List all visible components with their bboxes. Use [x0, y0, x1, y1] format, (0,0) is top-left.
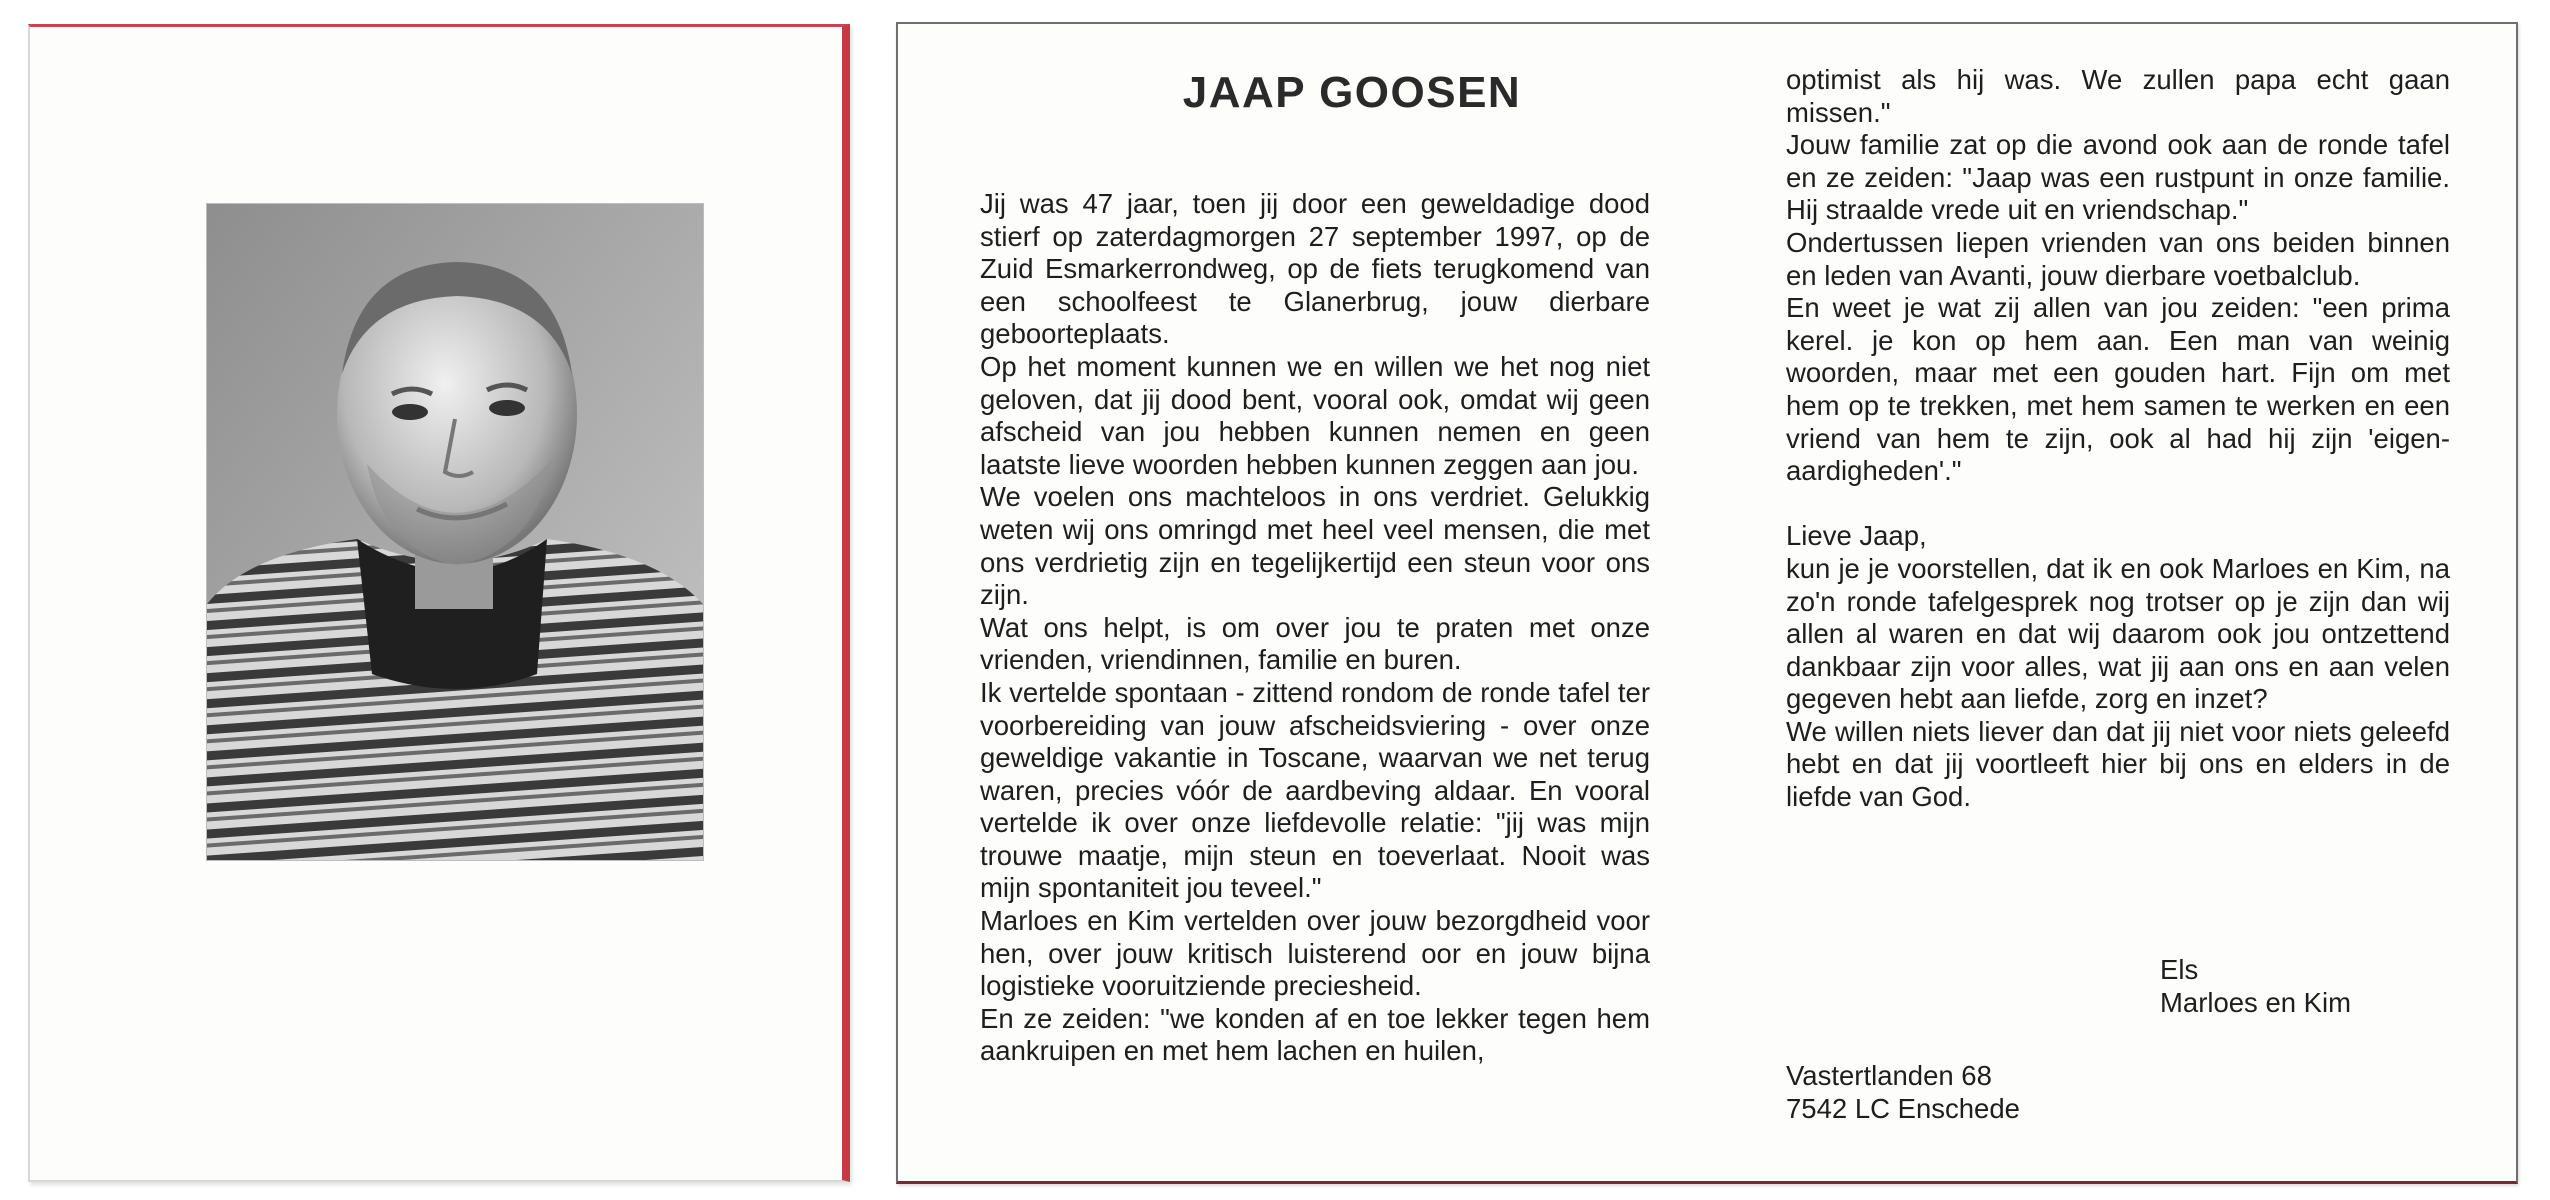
paragraph: optimist als hij was. We zullen papa echt gaan missen." — [1786, 64, 2450, 128]
paragraph: En weet je wat zij allen van jou zeiden: "een prima kerel. je kon op hem aan. Een man van weinig woorden, maar met een gouden hart. Fijn om met hem op te trekken, met hem samen te werken en een vriend van hem te zijn, ook al had hij zijn 'eigen-aardigheden'." — [1786, 292, 2450, 487]
paragraph: We voelen ons machteloos in ons verdriet. Gelukkig weten wij ons omringd met heel veel mensen, die met ons verdrietig zijn en tegelijkertijd een steun voor ons zijn. — [980, 481, 1650, 611]
letter-salutation: Lieve Jaap, — [1786, 520, 1927, 552]
address-block — [1786, 1060, 2020, 1125]
paragraph: Wat ons helpt, is om over jou te praten met onze vrienden, vriendinnen, familie en buren. — [980, 611, 1650, 676]
signature-line: Marloes en Kim — [2160, 986, 2352, 1018]
paragraph: Jouw familie zat op die avond ook aan de ronde tafel en ze zeiden: "Jaap was een rustpunt in onze familie. Hij straalde vrede uit en vriendschap." — [1786, 129, 2450, 226]
right-card — [896, 22, 2518, 1184]
text-column-left — [980, 188, 1650, 1068]
deceased-name-title: JAAP GOOSEN — [1182, 68, 1522, 117]
signature-block — [2160, 954, 2351, 1019]
paragraph: Ondertussen liepen vrienden van ons beiden binnen en leden van Avanti, jouw dierbare voetbalclub. — [1786, 226, 2450, 291]
paragraph: We willen niets liever dan dat jij niet voor niets geleefd hebt en dat jij voortleeft hier bij ons en elders in de liefde van God. — [1786, 715, 2450, 813]
address-city: 7542 LC Enschede — [1786, 1092, 2020, 1124]
signature-line: Els — [2160, 954, 2199, 985]
left-card — [28, 24, 850, 1182]
address-street: Vastertlanden 68 — [1786, 1060, 1992, 1091]
paragraph: En ze zeiden: "we konden af en toe lekker tegen hem aankruipen en met hem lachen en huilen, — [980, 1002, 1650, 1067]
paragraph: Marloes en Kim vertelden over jouw bezorgdheid voor hen, over jouw kritisch luisterend oor en jouw bijna logistieke vooruitziende preciesheid. — [980, 905, 1650, 1002]
portrait-photo — [206, 203, 704, 861]
portrait-image — [207, 204, 703, 860]
text-column-right — [1786, 64, 2450, 814]
paragraph: Ik vertelde spontaan - zittend rondom de ronde tafel ter voorbereiding van jouw afscheidsviering - over onze geweldige vakantie in Toscane, waarvan we net terug waren, precies vóór de aardbeving aldaar. En vooral vertelde ik over onze liefdevolle relatie: "jij was mijn trouwe maatje, mijn steun en toeverlaat. Nooit was mijn spontaniteit jou teveel." — [980, 676, 1650, 904]
paragraph: Op het moment kunnen we en willen we het nog niet geloven, dat jij dood bent, vooral ook, omdat wij geen afscheid van jou hebben kunnen nemen en geen laatste lieve woorden hebben kunnen zeggen aan jou. — [980, 350, 1650, 480]
paragraph: kun je je voorstellen, dat ik en ook Marloes en Kim, na zo'n ronde tafelgesprek nog trotser op je zijn dan wij allen al waren en dat wij daarom ook jou ontzettend dankbaar zijn voor alles, wat jij aan ons en aan velen gegeven hebt aan liefde, zorg en inzet? — [1786, 552, 2450, 715]
paragraph: Jij was 47 jaar, toen jij door een geweldadige dood stierf op zaterdagmorgen 27 september 1997, op de Zuid Esmarkerrondweg, op de fiets terugkomend van een schoolfeest te Glanerbrug, jouw dierbare geboorteplaats. — [980, 188, 1650, 350]
